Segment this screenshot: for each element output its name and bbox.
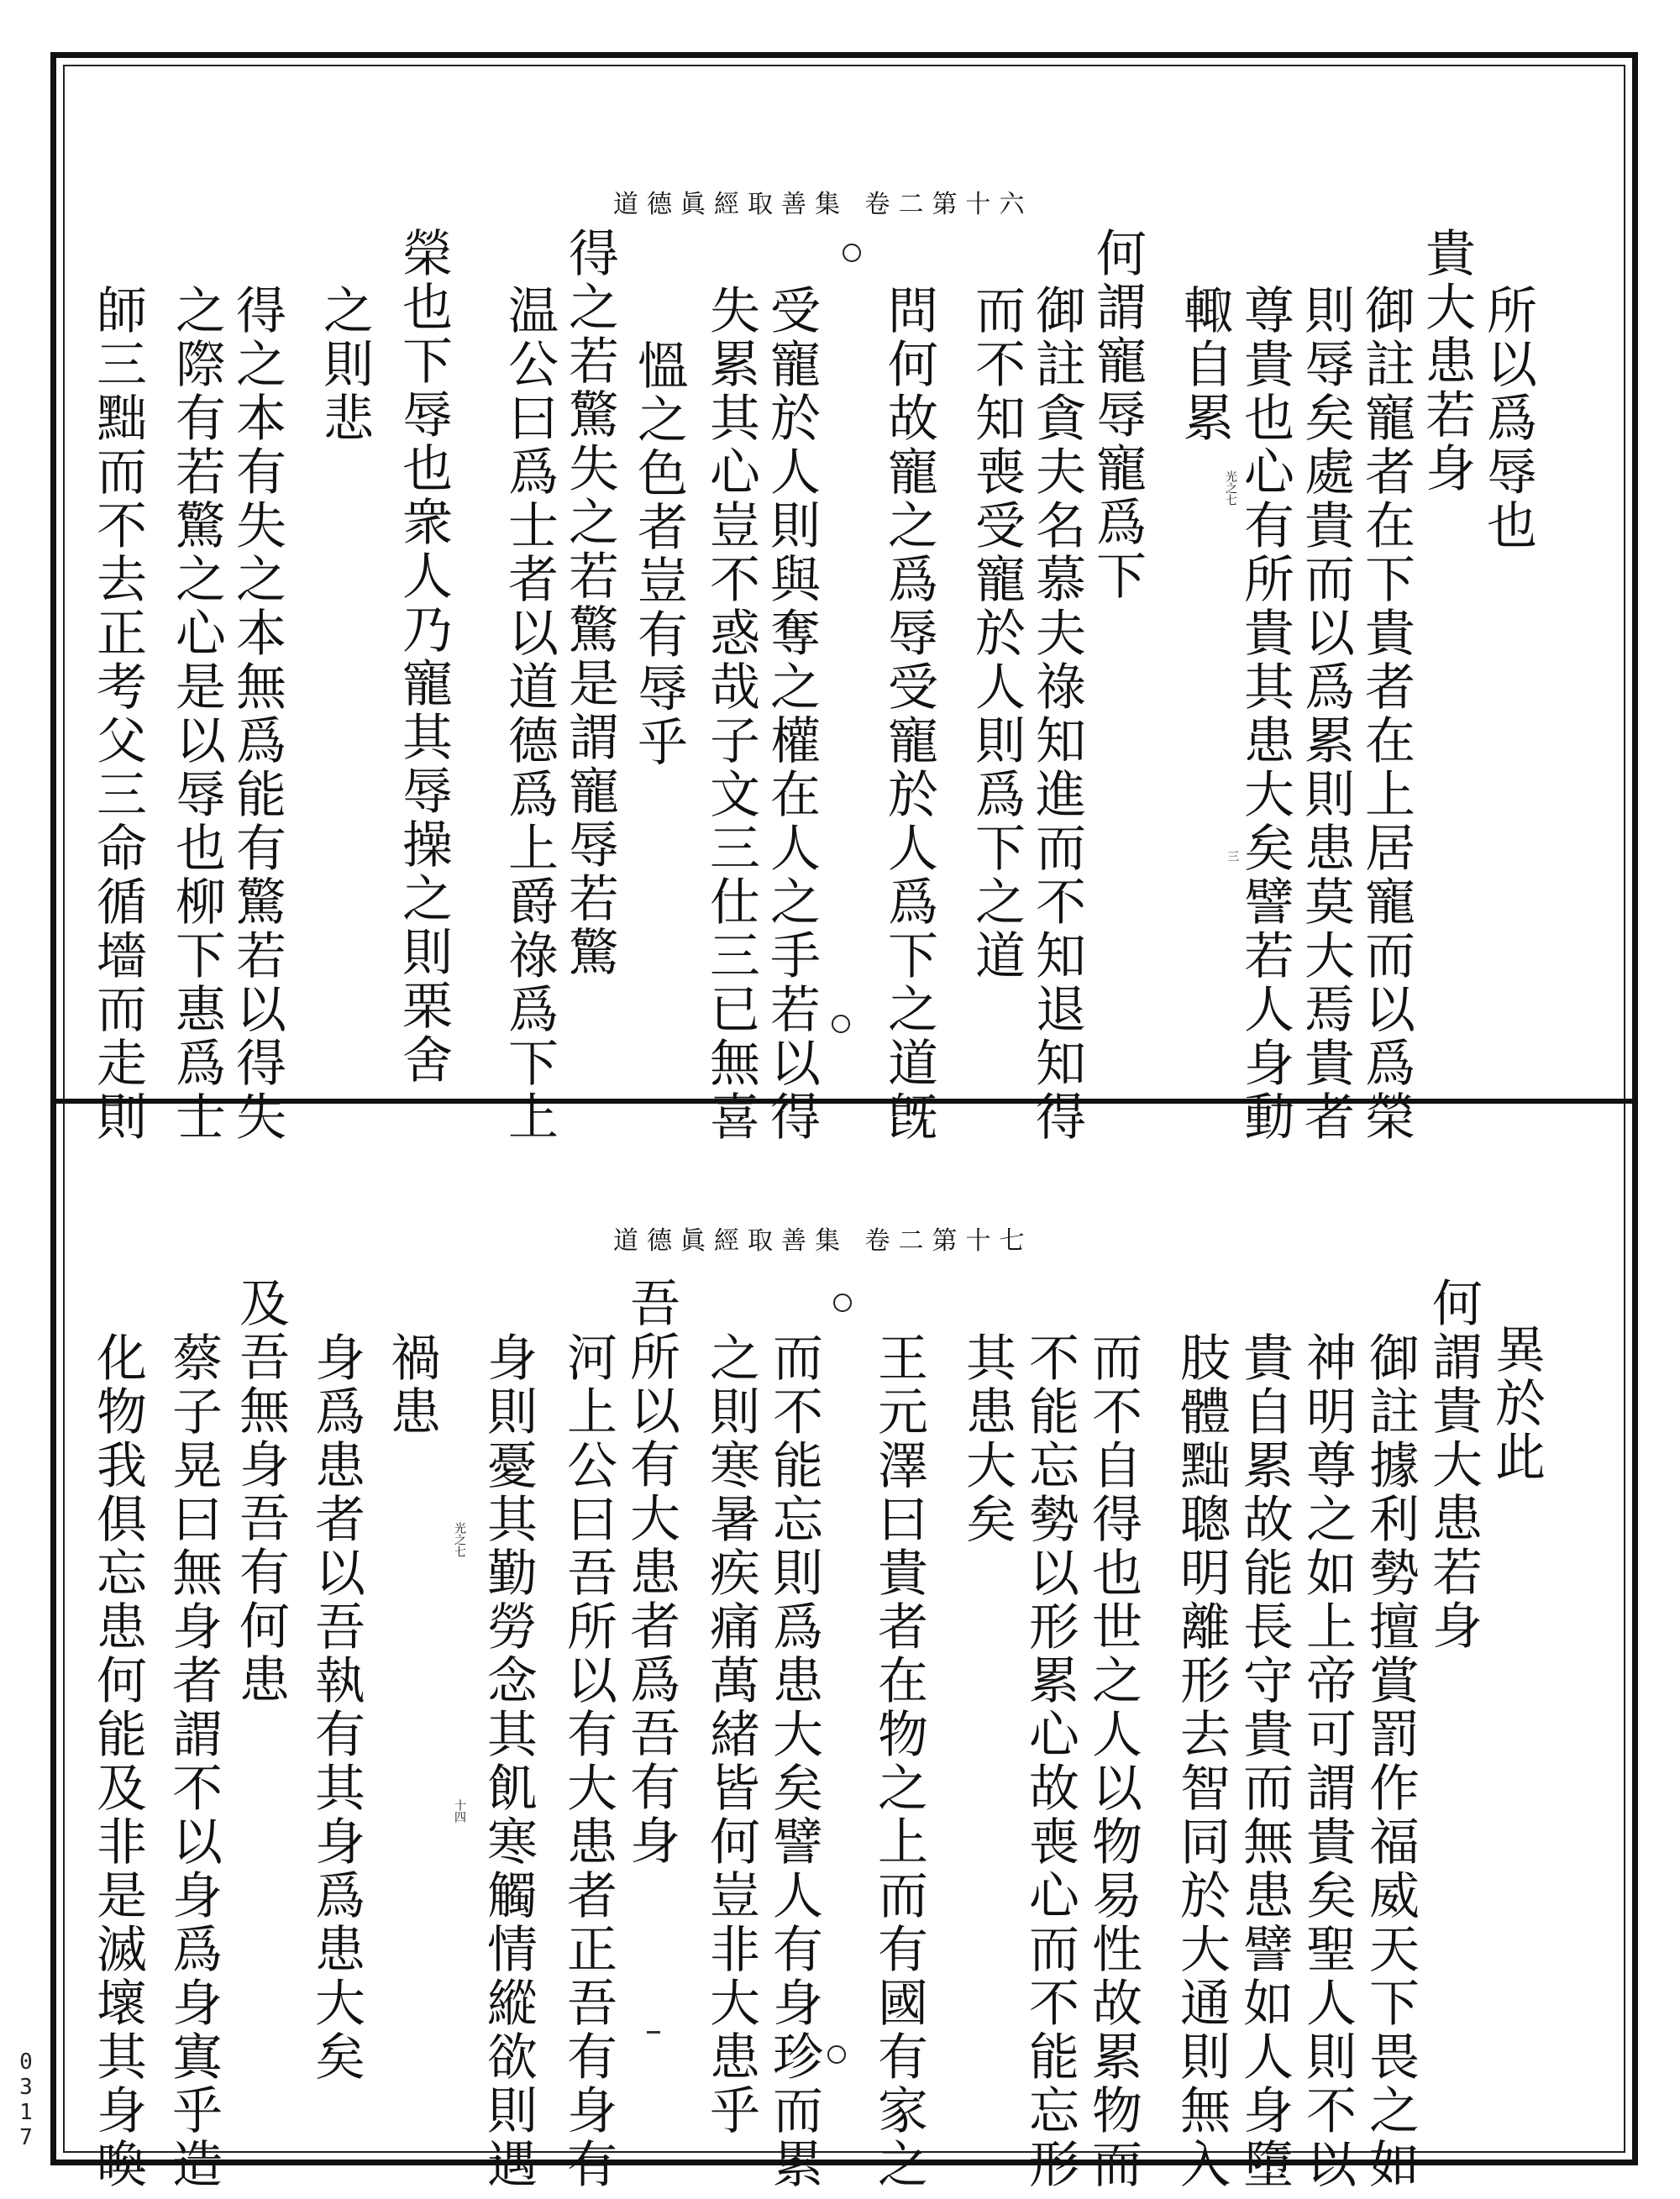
- bottom-column-17: 身爲患者以吾執有其身爲患大矣: [307, 1331, 365, 2084]
- top-column-9: 而不知喪受寵於人則爲下之道: [967, 284, 1026, 983]
- bottom-note-2: 十四: [453, 1799, 466, 1823]
- top-column-12: 失累其心豈不惑哉子文三仕三已無喜: [701, 284, 760, 1144]
- bottom-dash-mark: [647, 2031, 660, 2034]
- bottom-column-7: 而不自得也世之人以物易性故累物而: [1084, 1331, 1142, 2191]
- top-note-1: 光之七: [1224, 470, 1237, 506]
- top-column-4: 則辱矣處貴而以爲累則患莫大焉貴者: [1296, 284, 1355, 1144]
- top-column-5: 尊貴也心有所貴其患大矣譬若人身動: [1236, 284, 1294, 1144]
- bottom-column-14: 河上公曰吾所以有大患者正吾有身有: [559, 1331, 617, 2191]
- top-column-20: 師三黜而不去正考父三命循墻而走則: [88, 284, 147, 1144]
- bottom-column-11: 而不能忘則爲患大矣譬人有身珍而累: [764, 1331, 823, 2191]
- bottom-header: 道德眞經取善集 卷二第十七: [613, 1226, 1033, 1256]
- top-column-17: 之則悲: [315, 284, 374, 445]
- bottom-column-8: 不能忘勢以形累心故喪心而不能忘形: [1021, 1331, 1079, 2191]
- top-column-16: 榮也下辱也衆人乃寵其辱操之則栗舍: [394, 227, 453, 1087]
- page-number: 0317: [13, 2049, 39, 2150]
- top-column-2: 貴大患若身: [1417, 227, 1476, 496]
- top-column-3: 御註寵者在下貴者在上居寵而以爲榮: [1357, 284, 1415, 1144]
- top-column-15: 温公曰爲士者以道德爲上爵祿爲下上: [500, 284, 559, 1144]
- bottom-column-20: 化物我俱忘患何能及非是滅壞其身喚: [88, 1331, 147, 2191]
- bottom-column-2: 何謂貴大患若身: [1424, 1277, 1483, 1653]
- bottom-column-10: 王元澤曰貴者在物之上而有國有家之: [869, 1331, 928, 2191]
- bottom-column-18: 及吾無身吾有何患: [231, 1277, 290, 1707]
- bottom-column-12: 之則寒暑疾痛萬緒皆何豈非大患乎: [701, 1331, 760, 2138]
- bottom-column-19: 蔡子晃曰無身者謂不以身爲身寘乎造: [164, 1331, 223, 2191]
- bottom-column-5: 貴自累故能長守貴而無患譬如人身墮: [1235, 1331, 1294, 2191]
- top-column-7: 何謂寵辱寵爲下: [1088, 227, 1147, 603]
- bottom-column-13: 吾所以有大患者爲吾有身: [622, 1277, 680, 1868]
- bottom-column-1: 異於此: [1487, 1323, 1546, 1484]
- top-note-2: 三: [1226, 850, 1239, 862]
- bottom-column-6: 肢體黜聰明離形去智同於大通則無入: [1172, 1331, 1231, 2191]
- top-column-1: 所以爲辱也: [1478, 284, 1537, 553]
- circle-mark-bottom-2: [827, 2045, 846, 2064]
- top-column-19: 之際有若驚之心是以辱也柳下惠爲士: [167, 284, 226, 1144]
- top-column-13: 慍之色者豈有辱乎: [629, 339, 688, 769]
- bottom-column-3: 御註據利勢擅賞罰作福威天下畏之如: [1361, 1331, 1420, 2191]
- top-column-14: 得之若驚失之若驚是謂寵辱若驚: [560, 227, 619, 979]
- top-column-11: 受寵於人則與奪之權在人之手若以得: [762, 284, 821, 1144]
- top-column-18: 得之本有失之本無爲能有驚若以得失: [228, 284, 286, 1144]
- top-column-6: 輙自累: [1175, 284, 1234, 445]
- top-header: 道德眞經取善集 卷二第十六: [613, 190, 1033, 219]
- bottom-column-9: 其患大矣: [958, 1331, 1016, 1546]
- circle-mark-top-2: [832, 1015, 850, 1033]
- bottom-column-15: 身則憂其勤勞念其飢寒觸情縱欲則遇: [479, 1331, 538, 2191]
- top-column-10: 問何故寵之爲辱受寵於人爲下之道旣: [879, 284, 938, 1144]
- bottom-column-16: 禍患: [382, 1331, 441, 1439]
- bottom-column-4: 神明尊之如上帝可謂貴矣聖人則不以: [1298, 1331, 1357, 2191]
- top-column-8: 御註貪夫名慕夫祿知進而不知退知得: [1027, 284, 1086, 1144]
- circle-mark-top-header: [843, 244, 861, 262]
- circle-mark-bottom-header: [833, 1294, 852, 1312]
- bottom-note-1: 光之七: [453, 1522, 466, 1557]
